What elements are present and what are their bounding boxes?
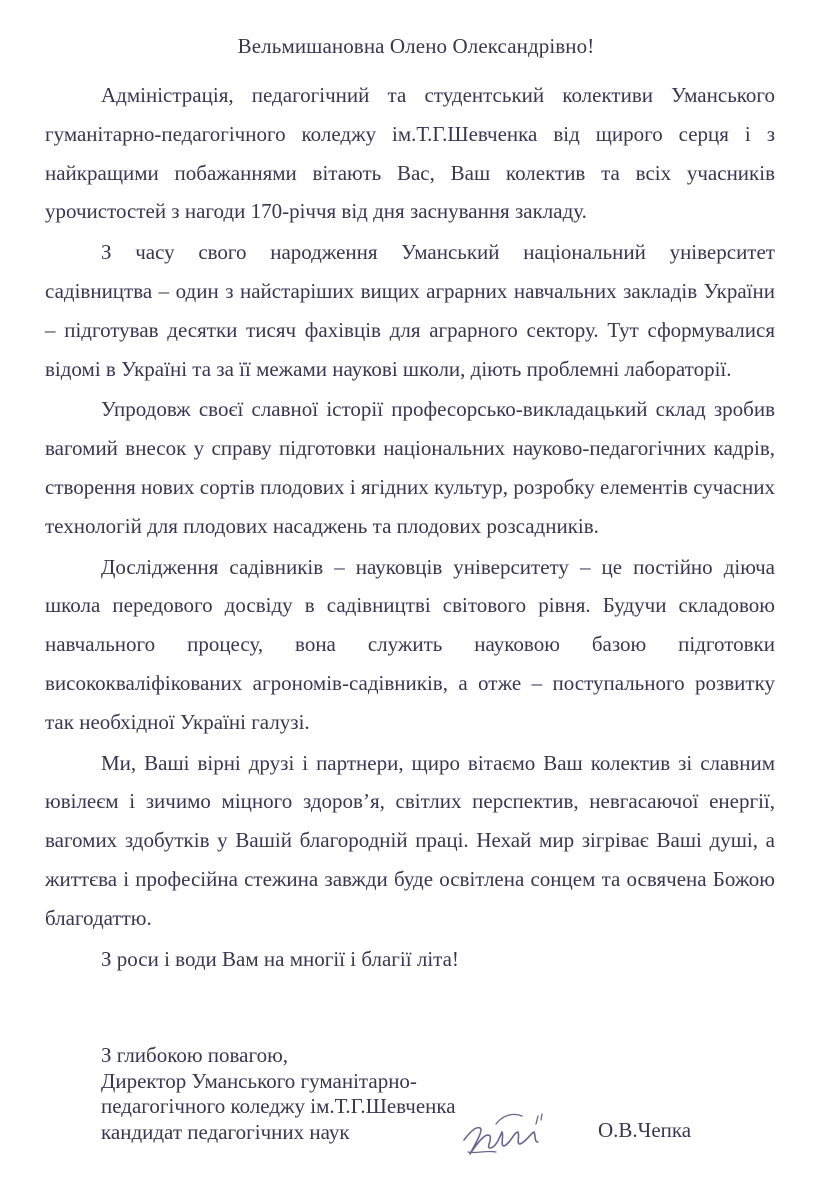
closing-respect: З глибокою повагою, bbox=[101, 1043, 289, 1067]
paragraph-closing-wish: З роси і води Вам на многії і благії літа! bbox=[101, 946, 459, 971]
signer-name: О.В.Чепка bbox=[598, 1118, 692, 1142]
signer-degree: кандидат педагогічних наук bbox=[101, 1119, 350, 1144]
paragraph-wishes: Ми, Ваші вірні друзі і партнери, щиро вітаємо Ваш колектив зі славним ювілеєм і зичимо міцного здоров’я, світлих перспектив, невгасаючої енергії, вагомих здобутків у Вашій благородній праці. Нехай мир зігріває Ваші душі, а життєва і професійна стежина завжди буде освітлена сонцем та освячена Божою благодаттю. bbox=[45, 750, 775, 930]
paragraph-congratulation: Адміністрація, педагогічний та студентський колективи Уманського гуманітарно-педагогічного коледжу ім.Т.Г.Шевченка від щирого серця і з найкращими побажаннями вітають Вас, Ваш колектив та всіх учасників урочистостей з нагоди 170-річчя від дня заснування закладу. bbox=[45, 83, 775, 224]
paragraph-history: З часу свого народження Уманський національний університет садівництва – один з найстаріших вищих аграрних навчальних закладів України – підготував десятки тисяч фахівців для аграрного сектору. Тут сформувалися відомі в Україні та за її межами наукові школи, діють проблемні лабораторії. bbox=[45, 240, 775, 381]
letter-body bbox=[45, 76, 775, 980]
signer-position-line-2: педагогічного коледжу ім.Т.Г.Шевченка bbox=[101, 1094, 456, 1118]
signer-position-line-1: Директор Уманського гуманітарно- bbox=[101, 1068, 417, 1093]
letter-greeting: Вельмишановна Олено Олександрівно! bbox=[237, 34, 595, 58]
paragraph-research: Дослідження садівників – науковців університету – це постійно діюча школа передового досвіду в садівництві світового рівня. Будучи складовою навчального процесу, вона служить науковою базою підготовки висококваліфікованих агрономів-садівників, а отже – поступального розвитку так необхідної Україні галузі. bbox=[45, 554, 775, 734]
handwritten-signature bbox=[456, 1102, 552, 1162]
paragraph-faculty: Упродовж своєї славної історії професорсько-викладацький склад зробив вагомий внесок у справу підготовки національних науково-педагогічних кадрів, створення нових сортів плодових і ягідних культур, розробку елементів сучасних технологій для плодових насаджень та плодових розсадників. bbox=[45, 397, 775, 538]
